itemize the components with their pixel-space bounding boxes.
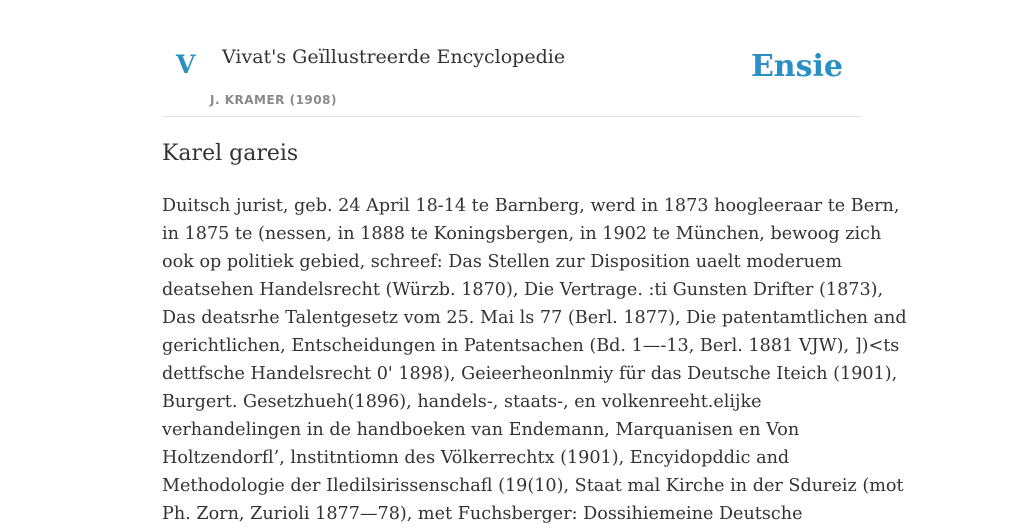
brand-logo[interactable]: Ensie xyxy=(750,49,843,84)
book-title[interactable]: Vivat's Geïllustreerde Encyclopedie xyxy=(222,46,566,68)
article-line: Das deatsrhe Talentgesetz vom 25. Mai ls 77 (Berl. 1877), Die patentamtlichen and xyxy=(162,308,907,328)
article-body xyxy=(162,192,907,528)
article-line: Duitsch jurist, geb. 24 April 18-14 te Barnberg, werd in 1873 hoogleeraar te Bern, xyxy=(162,196,900,216)
article-line: Methodologie der Iledilsirissenschafl (19(10), Staat mal Kirche in der Sdureiz (mot xyxy=(162,476,904,496)
article-line: dettfsche Handelsrecht 0' 1898), Geieerheonlnmiy für das Deutsche Iteich (1901), xyxy=(162,364,898,384)
article-line: deatsehen Handelsrecht (Würzb. 1870), Die Vertrage. :ti Gunsten Drifter (1873), xyxy=(162,280,884,300)
article-line: Ph. Zorn, Zurioli 1877—78), met Fuchsberger: Dossihiemeine Deutsche xyxy=(162,504,803,524)
book-logo[interactable]: V xyxy=(176,50,196,79)
article-line: Holtzendorfl’, lnstitntiomn des Völkerrechtx (1901), Encyidopddic and xyxy=(162,448,790,468)
article-line: verhandelingen in de handboeken van Endemann, Marquanisen en Von xyxy=(162,420,800,440)
article-line: Burgert. Gesetzhueh(1896), handels-, staats-, en volkenreeht.elijke xyxy=(162,392,762,412)
article-title: Karel gareis xyxy=(162,141,299,166)
article-line: in 1875 te (nessen, in 1888 te Koningsbergen, in 1902 te München, bewoog zich xyxy=(162,224,882,244)
article-line: ook op politiek gebied, schreef: Das Stellen zur Disposition uaelt moderuem xyxy=(162,252,842,272)
book-author: J. KRAMER (1908) xyxy=(210,93,337,107)
article-line: gerichtlichen, Entscheidungen in Patentsachen (Bd. 1—-13, Berl. 1881 VJW), ])<ts xyxy=(162,336,900,356)
header xyxy=(162,0,862,117)
